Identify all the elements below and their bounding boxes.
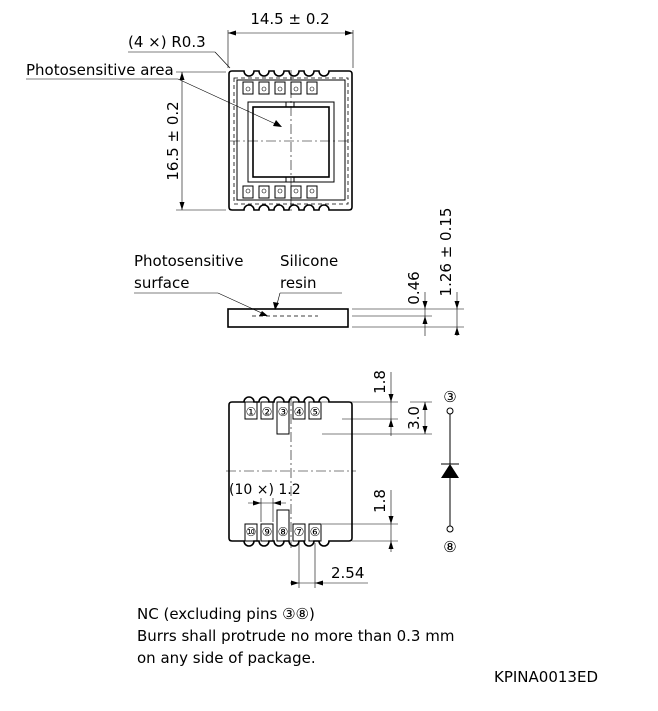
bottom-view <box>226 370 432 588</box>
photosensitive-area-label: Photosensitive area <box>26 61 174 79</box>
note-line-3: on any side of package. <box>137 649 316 667</box>
surface-label-line2: surface <box>134 274 190 292</box>
pin-6-label: ⑥ <box>309 525 321 539</box>
diode-schematic <box>441 388 459 556</box>
depth-dimension: 0.46 <box>405 271 423 305</box>
pin-2-label: ② <box>261 405 273 419</box>
resin-label-line1: Silicone <box>280 252 339 270</box>
schematic-cathode-pin: ⑧ <box>443 538 457 556</box>
width-dimension: 14.5 ± 0.2 <box>250 10 330 28</box>
pin-5-label: ⑤ <box>309 405 321 419</box>
schematic-anode-pin: ③ <box>443 388 457 406</box>
note-line-2: Burrs shall protrude no more than 0.3 mm <box>137 627 455 645</box>
notes <box>137 603 454 669</box>
drawing-code: KPINA0013ED <box>494 668 598 686</box>
corner-radius-label: (4 ×) R0.3 <box>128 33 206 51</box>
pin-9-label: ⑨ <box>261 525 273 539</box>
top-view <box>26 10 353 212</box>
pin-3-label: ③ <box>277 405 289 419</box>
pin-8-label: ⑧ <box>277 525 289 539</box>
thickness-dimension: 1.26 ± 0.15 <box>437 207 455 297</box>
pad-length-dimension: 3.0 <box>405 406 423 430</box>
resin-label-line2: resin <box>280 274 317 292</box>
pitch-dimension: 2.54 <box>331 564 365 582</box>
pin-7-label: ⑦ <box>293 525 305 539</box>
side-view <box>134 208 464 336</box>
pad-width-dimension: (10 ×) 1.2 <box>229 482 301 498</box>
package-side <box>228 309 348 327</box>
pin-4-label: ④ <box>293 405 305 419</box>
top-pin-offset-dimension: 1.8 <box>371 370 389 394</box>
note-line-1: NC (excluding pins ③⑧) <box>137 605 315 623</box>
diode-symbol <box>441 464 459 478</box>
bottom-pin-offset-dimension: 1.8 <box>371 489 389 513</box>
height-dimension: 16.5 ± 0.2 <box>164 101 182 181</box>
pin-10-label: ⑩ <box>245 525 257 539</box>
pin-1-label: ① <box>245 405 257 419</box>
surface-label-line1: Photosensitive <box>134 252 244 270</box>
